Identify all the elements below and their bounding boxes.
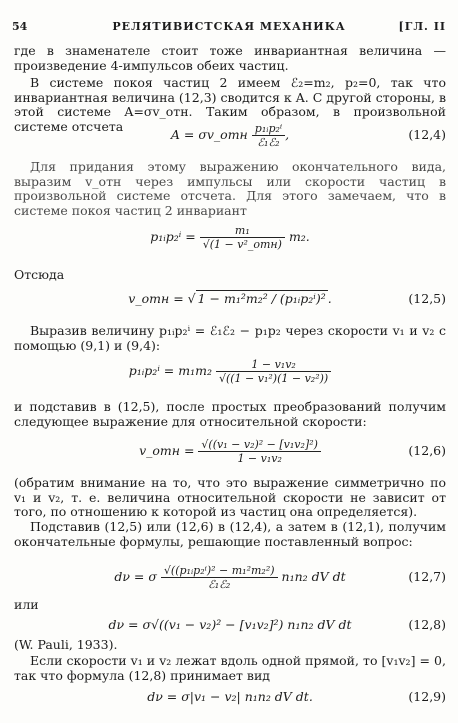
equation-body: dν = σ√((v₁ − v₂)² − [v₁v₂]²) n₁n₂ dV dt [108, 617, 352, 632]
equation-number: (12,9) [408, 689, 446, 704]
equation-12-9 [14, 682, 446, 716]
fraction-denominator: 1 − v₁v₂ [237, 452, 282, 465]
chapter-label: [ГЛ. II [398, 20, 446, 33]
equation-number: (12,7) [408, 569, 446, 584]
equation-tail: . [327, 291, 332, 306]
equation-lhs: p₁ᵢp₂ⁱ = m₁m₂ [128, 363, 212, 378]
fraction-denominator: √((1 − v₁²)(1 − v₂²)) [218, 372, 329, 385]
equation-lhs: v_отн = √ [128, 291, 196, 306]
paragraph: (обратим внимание на то, что это выражение симметрично по v₁ и v₂, т. е. величина относительной скорости не зависит от того, по отношению к которой из частиц она определяется). [14, 475, 446, 519]
paragraph: Подставив (12,5) или (12,6) в (12,4), а затем в (12,1), получим окончательные формулы, решающие поставленный вопрос: [14, 519, 446, 549]
paragraph: или [14, 597, 39, 612]
paragraph: Выразив величину p₁ᵢp₂ⁱ = ℰ₁ℰ₂ − p₁p₂ через скорости v₁ и v₂ с помощью (9,1) и (9,4): [14, 323, 446, 353]
equation-lhs: A = σv_отн [170, 127, 248, 142]
page-header [12, 20, 446, 38]
equation-lhs: p₁ᵢp₂ⁱ = [150, 229, 196, 244]
equation-radicand: 1 − m₁²m₂² / (p₁ᵢp₂ⁱ)² [197, 291, 326, 306]
paragraph: В системе покоя частиц 2 имеем ℰ₂=m₂, p₂=0, так что инвариантная величина (12,3) сводится к A. С другой стороны, в этой системе A=σv_отн. Таким образом, в произвольной системе отсчета [14, 75, 446, 134]
fraction-numerator: √((v₁ − v₂)² − [v₁v₂]²) [198, 438, 321, 452]
fraction-numerator: 1 − v₁v₂ [216, 358, 331, 372]
equation-invariant-velocities [14, 356, 446, 390]
fraction-denominator: ℰ₁ℰ₂ [208, 578, 231, 591]
paragraph: Для придания этому выражению окончательного вида, выразим v_отн через импульсы или скорости частиц в произвольной системе отсчета. Для этого замечаем, что в системе покоя частиц 2 инвариант [14, 159, 446, 218]
equation-invariant [14, 222, 446, 256]
fraction-denominator: ℰ₁ℰ₂ [257, 136, 280, 149]
page-number: 54 [12, 20, 28, 33]
paragraph: Если скорости v₁ и v₂ лежат вдоль одной прямой, то [v₁v₂] = 0, так что формула (12,8) принимает вид [14, 653, 446, 683]
equation-12-4: A = σv_отн $\frac{\text{p₁ᵢp₂ⁱ}}{\text{ℰ₁ℰ₂}}$ , (12,4) [170, 122, 446, 149]
paragraph: и подставив в (12,5), после простых преобразований получим следующее выражение для относительной скорости: [14, 399, 446, 429]
equation-number: (12,5) [408, 291, 446, 306]
equation-lhs: v_отн = [139, 443, 195, 458]
equation-12-5 [14, 284, 446, 318]
citation: (W. Pauli, 1933). [14, 637, 118, 652]
equation-tail: m₂. [288, 229, 310, 244]
equation-tail: n₁n₂ dV dt [281, 569, 346, 584]
fraction-numerator: m₁ [200, 224, 285, 238]
paragraph: где в знаменателе стоит тоже инвариантная величина — произведение 4-импульсов обеих частиц. [14, 43, 446, 73]
fraction-denominator: √(1 − v²_отн) [202, 238, 282, 251]
equation-12-7 [14, 562, 446, 596]
equation-number: (12,6) [408, 443, 446, 458]
fraction-numerator: √((p₁ᵢp₂ⁱ)² − m₁²m₂²) [161, 564, 278, 578]
equation-number: (12,8) [408, 617, 446, 632]
equation-lhs: dν = σ [114, 569, 157, 584]
equation-body: dν = σ|v₁ − v₂| n₁n₂ dV dt. [147, 689, 313, 704]
equation-number: (12,4) [408, 127, 446, 142]
paragraph: Отсюда [14, 267, 65, 282]
fraction-numerator: p₁ᵢp₂ⁱ [252, 122, 285, 136]
equation-12-6 [14, 436, 446, 470]
running-title: РЕЛЯТИВИСТСКАЯ МЕХАНИКА [112, 20, 346, 33]
